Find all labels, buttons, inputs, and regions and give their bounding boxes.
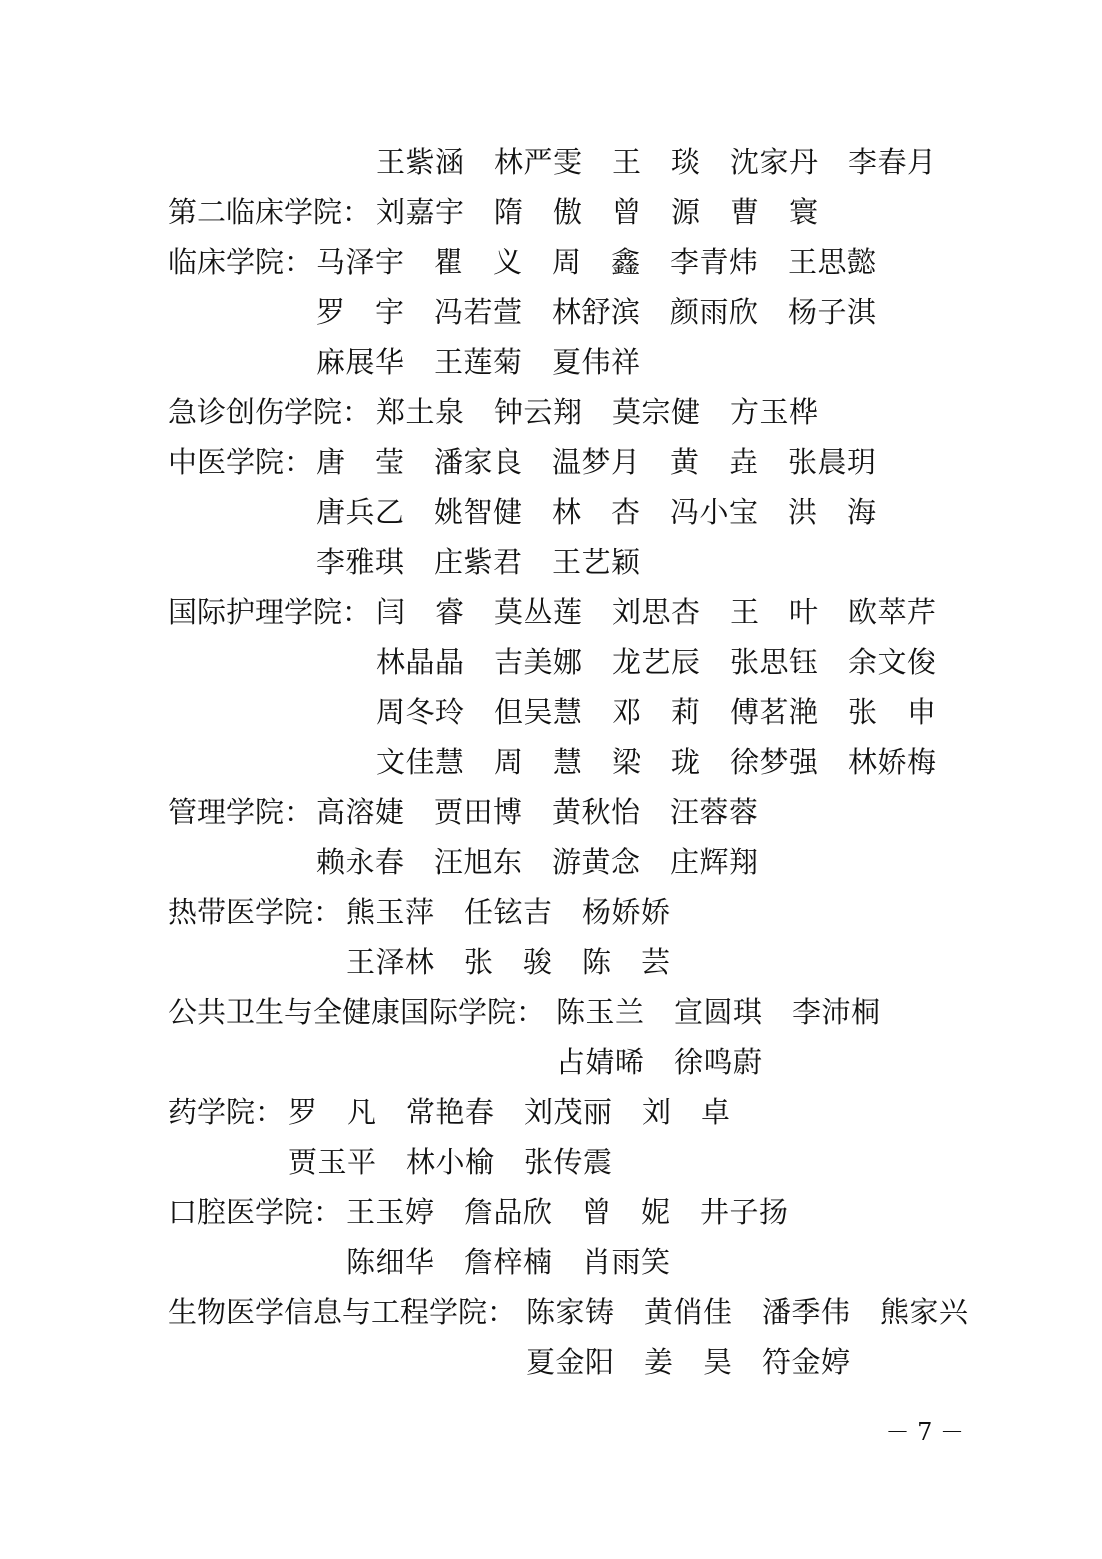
student-name: 李 青 炜 bbox=[670, 245, 758, 279]
student-name: 刘 嘉 宇 bbox=[376, 195, 464, 229]
student-name: 冯 若 萱 bbox=[434, 295, 522, 329]
student-name: 刘 思 杏 bbox=[612, 595, 700, 629]
text-line bbox=[0, 542, 1102, 582]
student-name: 黄 秋 怡 bbox=[552, 795, 640, 829]
student-name: 龙 艺 辰 bbox=[612, 645, 700, 679]
student-name: 詹 梓 楠 bbox=[464, 1245, 552, 1279]
student-name: 徐 梦 强 bbox=[730, 745, 818, 779]
student-name: 林 杏 bbox=[552, 495, 640, 529]
student-name: 姚 智 健 bbox=[434, 495, 522, 529]
student-name: 林 娇 梅 bbox=[848, 745, 936, 779]
student-name: 潘 季 伟 bbox=[762, 1295, 850, 1329]
student-name: 沈 家 丹 bbox=[730, 145, 818, 179]
student-name: 占 婧 晞 bbox=[556, 1045, 644, 1079]
student-name: 文 佳 慧 bbox=[376, 745, 464, 779]
student-name: 熊 家 兴 bbox=[880, 1295, 968, 1329]
text-line bbox=[0, 1242, 1102, 1282]
student-name: 王 叶 bbox=[730, 595, 818, 629]
student-name: 黄 垚 bbox=[670, 445, 758, 479]
text-line bbox=[0, 292, 1102, 332]
student-name: 林 小 榆 bbox=[406, 1145, 494, 1179]
student-name: 欧 萃 芹 bbox=[848, 595, 936, 629]
student-name: 张 思 钰 bbox=[730, 645, 818, 679]
student-name: 潘 家 良 bbox=[434, 445, 522, 479]
college-label: 生物医学信息与工程学院： bbox=[168, 1295, 517, 1329]
student-name: 吉 美 娜 bbox=[494, 645, 582, 679]
text-line bbox=[0, 1142, 1102, 1182]
student-name: 夏 伟 祥 bbox=[552, 345, 640, 379]
student-name: 陈 芸 bbox=[582, 945, 670, 979]
text-line bbox=[0, 1342, 1102, 1382]
student-name: 游 黄 念 bbox=[552, 845, 640, 879]
student-name: 夏 金 阳 bbox=[526, 1345, 614, 1379]
text-line bbox=[0, 792, 1102, 832]
college-label: 国际护理学院： bbox=[168, 595, 372, 629]
student-name: 唐 兵 乙 bbox=[316, 495, 404, 529]
college-label: 急诊创伤学院： bbox=[168, 395, 372, 429]
college-label: 热带医学院： bbox=[168, 895, 343, 929]
text-line bbox=[0, 1292, 1102, 1332]
text-line bbox=[0, 742, 1102, 782]
text-line bbox=[0, 442, 1102, 482]
student-name: 傅 茗 滟 bbox=[730, 695, 818, 729]
student-name: 余 文 俊 bbox=[848, 645, 936, 679]
student-name: 陈 玉 兰 bbox=[556, 995, 644, 1029]
student-name: 罗 凡 bbox=[288, 1095, 376, 1129]
student-name: 洪 海 bbox=[788, 495, 876, 529]
student-name: 王 泽 林 bbox=[346, 945, 434, 979]
student-name: 麻 展 华 bbox=[316, 345, 404, 379]
student-name: 李 春 月 bbox=[848, 145, 936, 179]
text-line bbox=[0, 642, 1102, 682]
student-name: 宣 圆 琪 bbox=[674, 995, 762, 1029]
student-name: 符 金 婷 bbox=[762, 1345, 850, 1379]
student-name: 林 严 雯 bbox=[494, 145, 582, 179]
student-name: 莫 丛 莲 bbox=[494, 595, 582, 629]
text-line bbox=[0, 1042, 1102, 1082]
student-name: 徐 鸣 蔚 bbox=[674, 1045, 762, 1079]
student-name: 庄 紫 君 bbox=[434, 545, 522, 579]
student-name: 周 慧 bbox=[494, 745, 582, 779]
text-line bbox=[0, 942, 1102, 982]
student-name: 李 雅 琪 bbox=[316, 545, 404, 579]
text-line bbox=[0, 592, 1102, 632]
text-line bbox=[0, 192, 1102, 232]
student-name: 莫 宗 健 bbox=[612, 395, 700, 429]
page-number: － 7 － bbox=[885, 1418, 964, 1446]
student-name: 庄 辉 翔 bbox=[670, 845, 758, 879]
student-name: 唐 莹 bbox=[316, 445, 404, 479]
student-name: 赖 永 春 bbox=[316, 845, 404, 879]
student-name: 曾 妮 bbox=[582, 1195, 670, 1229]
text-line bbox=[0, 842, 1102, 882]
student-name: 王 琰 bbox=[612, 145, 700, 179]
text-line bbox=[0, 1092, 1102, 1132]
student-name: 王 紫 涵 bbox=[376, 145, 464, 179]
student-name: 刘 卓 bbox=[642, 1095, 730, 1129]
student-name: 詹 品 欣 bbox=[464, 1195, 552, 1229]
text-line bbox=[0, 492, 1102, 532]
student-name: 常 艳 春 bbox=[406, 1095, 494, 1129]
college-label: 管理学院： bbox=[168, 795, 314, 829]
student-name: 王 莲 菊 bbox=[434, 345, 522, 379]
student-name: 隋 傲 bbox=[494, 195, 582, 229]
student-name: 钟 云 翔 bbox=[494, 395, 582, 429]
student-name: 张 晨 玥 bbox=[788, 445, 876, 479]
student-name: 汪 旭 东 bbox=[434, 845, 522, 879]
college-label: 药学院： bbox=[168, 1095, 285, 1129]
student-name: 张 骏 bbox=[464, 945, 552, 979]
student-name: 闫 睿 bbox=[376, 595, 464, 629]
student-name: 陈 细 华 bbox=[346, 1245, 434, 1279]
student-name: 杨 娇 娇 bbox=[582, 895, 670, 929]
student-name: 林 舒 滨 bbox=[552, 295, 640, 329]
student-name: 王 艺 颖 bbox=[552, 545, 640, 579]
student-name: 瞿 义 bbox=[434, 245, 522, 279]
student-name: 熊 玉 萍 bbox=[346, 895, 434, 929]
text-line bbox=[0, 242, 1102, 282]
student-name: 周 冬 玲 bbox=[376, 695, 464, 729]
text-line bbox=[0, 992, 1102, 1032]
student-name: 但 吴 慧 bbox=[494, 695, 582, 729]
college-label: 临床学院： bbox=[168, 245, 314, 279]
student-name: 任 铉 吉 bbox=[464, 895, 552, 929]
college-label: 第二临床学院： bbox=[168, 195, 372, 229]
text-line bbox=[0, 892, 1102, 932]
student-name: 陈 家 铸 bbox=[526, 1295, 614, 1329]
college-label: 中医学院： bbox=[168, 445, 314, 479]
student-name: 刘 茂 丽 bbox=[524, 1095, 612, 1129]
student-name: 颜 雨 欣 bbox=[670, 295, 758, 329]
student-name: 梁 珑 bbox=[612, 745, 700, 779]
student-name: 黄 俏 佳 bbox=[644, 1295, 732, 1329]
student-name: 曹 寰 bbox=[730, 195, 818, 229]
text-line bbox=[0, 142, 1102, 182]
student-name: 高 溶 婕 bbox=[316, 795, 404, 829]
college-label: 公共卫生与全健康国际学院： bbox=[168, 995, 546, 1029]
student-name: 曾 源 bbox=[612, 195, 700, 229]
student-name: 罗 宇 bbox=[316, 295, 404, 329]
student-name: 姜 昊 bbox=[644, 1345, 732, 1379]
student-name: 贾 玉 平 bbox=[288, 1145, 376, 1179]
student-name: 张 传 震 bbox=[524, 1145, 612, 1179]
student-name: 汪 蓉 蓉 bbox=[670, 795, 758, 829]
student-name: 井 子 扬 bbox=[700, 1195, 788, 1229]
student-name: 林 晶 晶 bbox=[376, 645, 464, 679]
text-line bbox=[0, 392, 1102, 432]
student-name: 李 沛 桐 bbox=[792, 995, 880, 1029]
student-name: 周 鑫 bbox=[552, 245, 640, 279]
student-name: 王 思 懿 bbox=[788, 245, 876, 279]
student-name: 马 泽 宇 bbox=[316, 245, 404, 279]
student-name: 冯 小 宝 bbox=[670, 495, 758, 529]
student-name: 方 玉 桦 bbox=[730, 395, 818, 429]
student-name: 肖 雨 笑 bbox=[582, 1245, 670, 1279]
student-name: 邓 莉 bbox=[612, 695, 700, 729]
text-line bbox=[0, 1192, 1102, 1232]
student-name: 贾 田 博 bbox=[434, 795, 522, 829]
student-name: 郑 土 泉 bbox=[376, 395, 464, 429]
student-name: 温 梦 月 bbox=[552, 445, 640, 479]
text-line bbox=[0, 692, 1102, 732]
student-name: 张 申 bbox=[848, 695, 936, 729]
student-name: 王 玉 婷 bbox=[346, 1195, 434, 1229]
student-name: 杨 子 淇 bbox=[788, 295, 876, 329]
text-line bbox=[0, 342, 1102, 382]
college-label: 口腔医学院： bbox=[168, 1195, 343, 1229]
